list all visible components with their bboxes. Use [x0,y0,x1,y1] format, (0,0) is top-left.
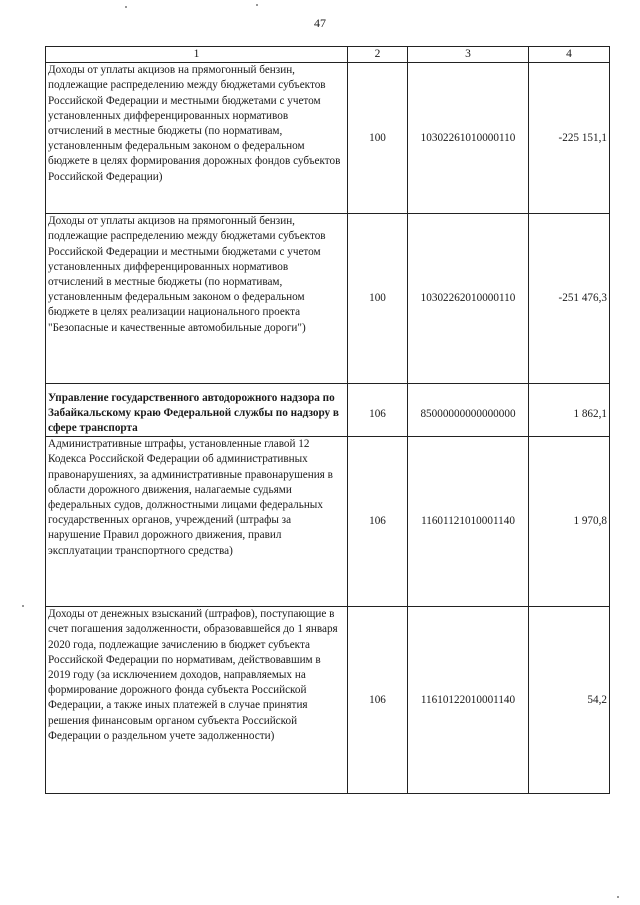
page-number: 47 [314,16,326,30]
row-amount: 1 862,1 [529,384,610,437]
row-budget-code: 11601121010001140 [408,437,529,607]
row-admin-code: 100 [348,63,408,214]
table-header-row [46,47,610,63]
column-header-2: 2 [348,47,408,63]
row-admin-code: 106 [348,437,408,607]
row-amount: 1 970,8 [529,437,610,607]
table-row [46,63,610,214]
row-amount: -251 476,3 [529,214,610,384]
scan-speck [256,4,258,6]
column-header-1: 1 [46,47,348,63]
row-amount: -225 151,1 [529,63,610,214]
row-description: Доходы от уплаты акцизов на прямогонный бензин, подлежащие распределению между бюджетами субъектов Российской Федерации и местными бюджетами с учетом установленных дифференцированных нормативов отчислений в местные бюджеты (по нормативам, установленным федеральным законом о федеральном бюджете в целях реализации национального проекта "Безопасные и качественные автомобильные дороги") [46,214,348,384]
scan-speck [22,605,24,607]
table-row [46,607,610,794]
row-admin-code: 100 [348,214,408,384]
scan-speck [617,896,619,898]
row-budget-code: 85000000000000000 [408,384,529,437]
row-description: Доходы от денежных взысканий (штрафов), поступающие в счет погашения задолженности, образовавшейся до 1 января 2020 года, подлежащие зачислению в бюджет субъекта Российской Федерации по нормативам, действовавшим в 2019 году (за исключением доходов, направляемых на формирование дорожного фонда субъекта Российской Федерации, а также иных платежей в случае принятия решения финансовым органом субъекта Российской Федерации о раздельном учете задолженности) [46,607,348,794]
row-budget-code: 11610122010001140 [408,607,529,794]
row-amount: 54,2 [529,607,610,794]
column-header-4: 4 [529,47,610,63]
row-budget-code: 10302262010000110 [408,214,529,384]
row-admin-code: 106 [348,384,408,437]
row-description: Административные штрафы, установленные главой 12 Кодекса Российской Федерации об административных правонарушениях, за административные правонарушения в области дорожного движения, налагаемые судьями федеральных судов, должностными лицами федеральных государственных органов, учреждений (штрафы за нарушение Правил дорожного движения, правил эксплуатации транспортного средства) [46,437,348,607]
row-description: Управление государственного автодорожного надзора по Забайкальскому краю Федеральной службы по надзору в сфере транспорта [46,384,348,437]
column-header-3: 3 [408,47,529,63]
row-admin-code: 106 [348,607,408,794]
row-budget-code: 10302261010000110 [408,63,529,214]
scan-speck [125,6,127,8]
table-row [46,214,610,384]
budget-table [45,46,610,794]
table-row [46,384,610,437]
row-description: Доходы от уплаты акцизов на прямогонный бензин, подлежащие распределению между бюджетами субъектов Российской Федерации и местными бюджетами с учетом установленных дифференцированных нормативов отчислений в местные бюджеты (по нормативам, установленным федеральным законом о федеральном бюджете в целях формирования дорожных фондов субъектов Российской Федерации) [46,63,348,214]
table-row [46,437,610,607]
